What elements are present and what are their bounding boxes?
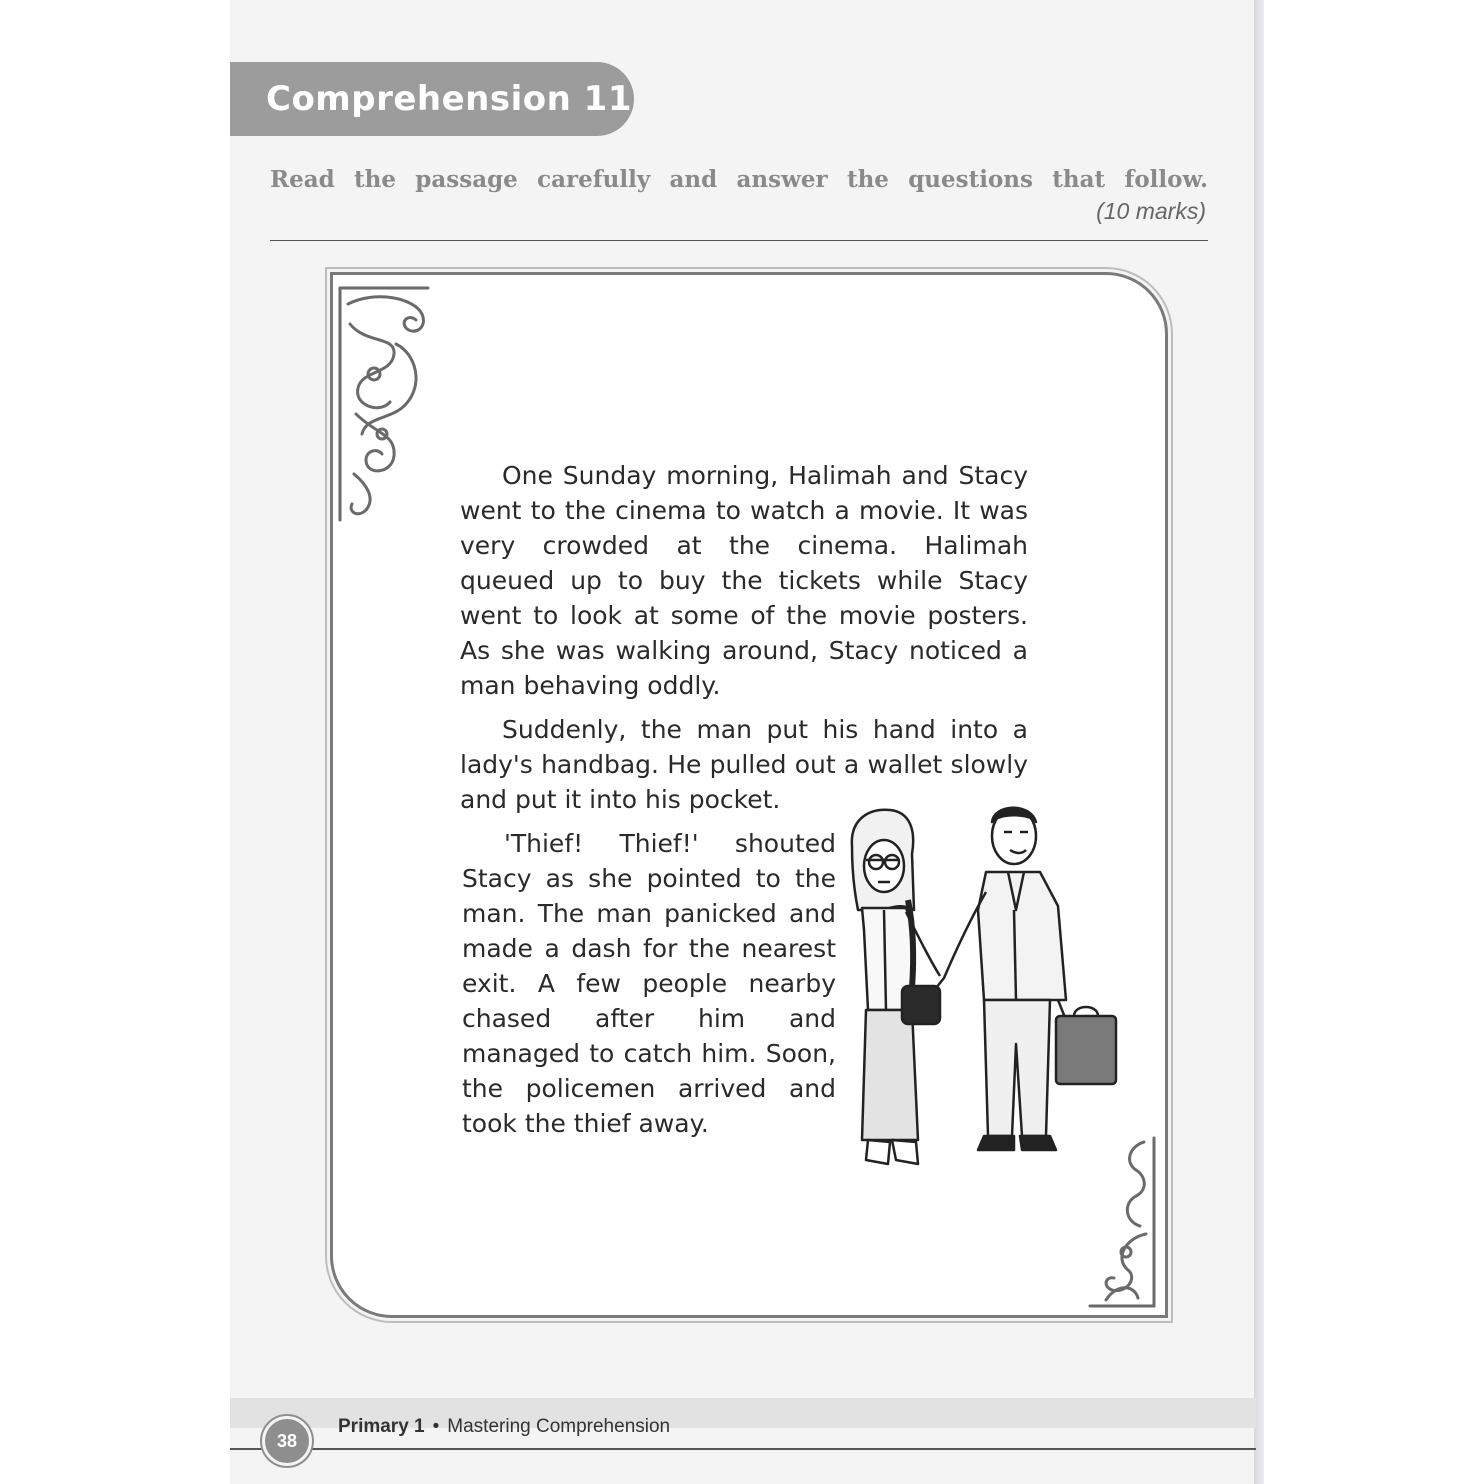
paragraph-text: Suddenly, the man put his hand into a lady's handbag. He pulled out a wallet slowly and put it into his pocket. xyxy=(460,715,1028,814)
footer-separator: • xyxy=(432,1416,440,1437)
pickpocket-illustration-icon xyxy=(844,800,1126,1180)
footer-rule xyxy=(230,1448,1256,1450)
flourish-ornament-icon xyxy=(336,284,432,524)
passage-paragraph-3 xyxy=(462,826,836,1141)
page-title: Comprehension 11 xyxy=(266,79,632,119)
divider-line xyxy=(270,240,1208,241)
paragraph-text: One Sunday morning, Halimah and Stacy went to the cinema to watch a movie. It was very crowded at the cinema. Halimah queued up to buy the tickets while Stacy went to look at some of the movie posters. As she was walking around, Stacy noticed a man behaving oddly. xyxy=(460,461,1028,700)
paragraph-text: 'Thief! Thief!' shouted Stacy as she pointed to the man. The man panicked and made a dash for the nearest exit. A few people nearby chased after him and managed to catch him. Soon, the policemen arrived and took the thief away. xyxy=(462,829,836,1138)
page-edge xyxy=(1254,0,1264,1484)
title-tab xyxy=(230,62,634,136)
page-number-badge: 38 xyxy=(262,1416,312,1466)
flourish-ornament-icon xyxy=(1086,1134,1158,1310)
book-title: Mastering Comprehension xyxy=(447,1416,671,1437)
series-label: Primary 1 xyxy=(338,1416,425,1437)
passage-paragraph-1 xyxy=(460,458,1028,703)
marks-label: (10 marks) xyxy=(1096,198,1206,224)
instruction-text: Read the passage carefully and answer the questions that follow. xyxy=(270,166,1208,193)
footer-text xyxy=(338,1416,670,1438)
